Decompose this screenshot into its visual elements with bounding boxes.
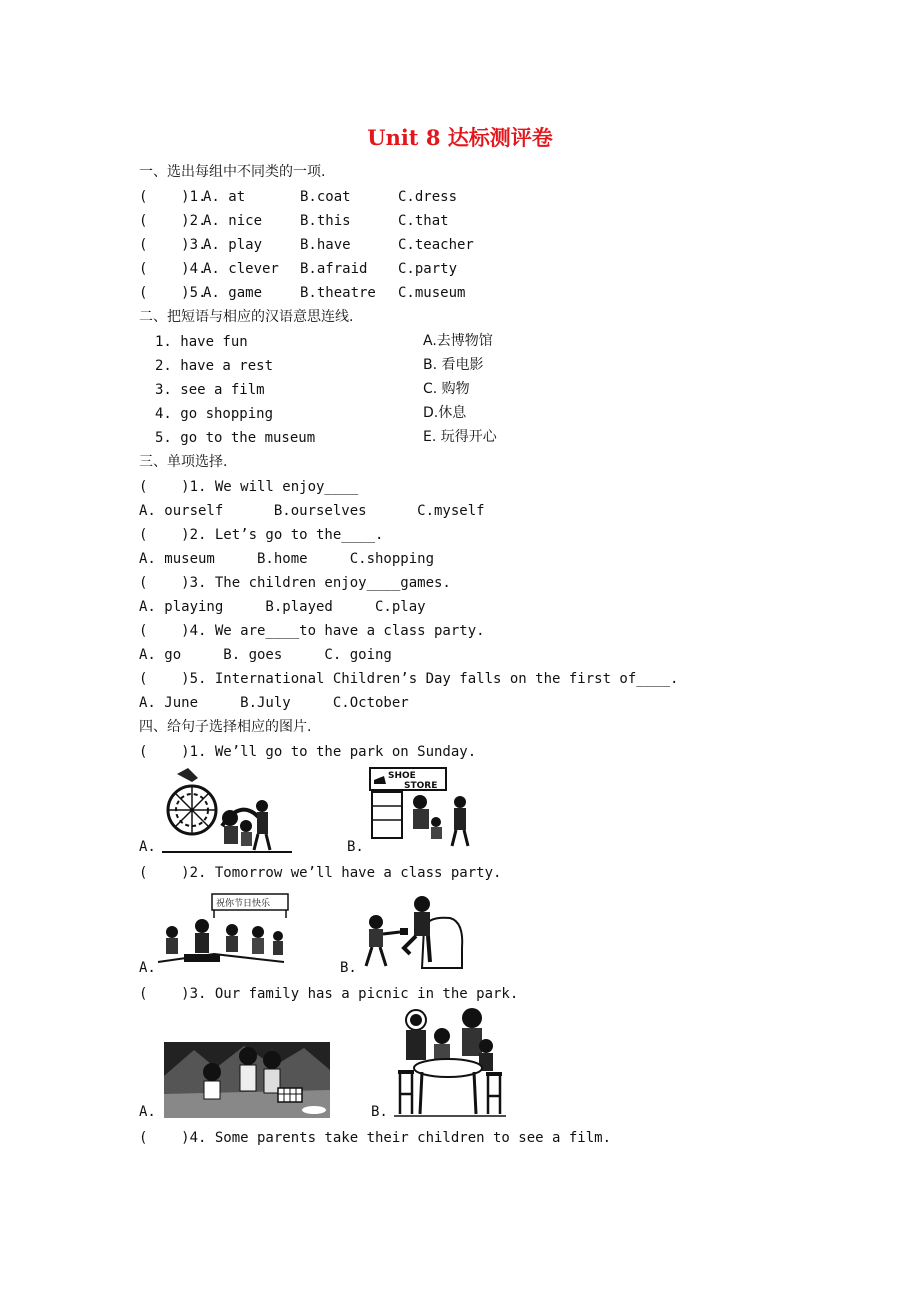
question-text: ( )1. We will enjoy____ [139,479,359,495]
option-b: B.afraid [300,261,368,277]
item-number: ( )1. [139,189,207,205]
item-number: ( )5. [139,285,207,301]
question-text: ( )2. Let’s go to the____. [139,527,384,543]
question-text: ( )4. Some parents take their children to see a film. [139,1130,612,1146]
item-number: ( )3. [139,237,207,253]
option-b: B.theatre [300,285,376,301]
phrase-left: 5. go to the museum [155,430,316,446]
option-a-label: A. [139,1104,156,1120]
question-text: ( )1. We’ll go to the park on Sunday. [139,744,477,760]
page-title: Unit 8 达标测评卷 [367,125,553,150]
phrase-right: C. 购物 [423,381,470,397]
item-number: ( )2. [139,213,207,229]
part4-heading: 四、给句子选择相应的图片. [139,719,312,735]
option-b-label: B. [371,1104,388,1120]
phrase-left: 3. see a film [155,382,265,398]
family-picnic-image [164,1042,330,1118]
option-c: C.that [398,213,449,229]
question-text: ( )4. We are____to have a class party. [139,623,485,639]
family-dinner-image [392,1006,508,1118]
question-options: A. June B.July C.October [139,695,409,711]
option-a: A. nice [203,213,263,229]
phrase-right: E. 玩得开心 [423,429,497,445]
phrase-right: B. 看电影 [423,357,484,373]
option-b-label: B. [340,960,357,976]
phrase-left: 2. have a rest [155,358,274,374]
option-a-label: A. [139,960,156,976]
option-c: C.museum [398,285,466,301]
option-a: A. game [203,285,263,301]
option-c: C.teacher [398,237,474,253]
option-c: C.dress [398,189,458,205]
phrase-right: D.休息 [423,405,467,421]
part1-heading: 一、选出每组中不同类的一项. [139,164,326,180]
phrase-left: 4. go shopping [155,406,274,422]
class-party-image [154,892,290,970]
question-options: A. go B. goes C. going [139,647,392,663]
shoe-sign-line1: SHOE [388,771,416,781]
option-b-label: B. [347,839,364,855]
question-text: ( )2. Tomorrow we’ll have a class party. [139,865,502,881]
phrase-left: 1. have fun [155,334,248,350]
shoe-store-image [368,766,480,848]
option-b: B.coat [300,189,351,205]
party-banner-text: 祝你节日快乐 [216,899,271,909]
phrase-right: A.去博物馆 [423,333,493,349]
question-options: A. ourself B.ourselves C.myself [139,503,485,519]
option-a: A. play [203,237,263,253]
mother-and-child-image [358,888,468,972]
option-b: B.have [300,237,351,253]
part3-heading: 三、单项选择. [139,454,228,470]
option-b: B.this [300,213,351,229]
amusement-park-image [162,766,292,854]
option-c: C.party [398,261,458,277]
question-text: ( )3. The children enjoy____games. [139,575,451,591]
option-a-label: A. [139,839,156,855]
question-text: ( )3. Our family has a picnic in the park. [139,986,519,1002]
option-a: A. clever [203,261,279,277]
shoe-sign-line2: STORE [404,781,438,791]
item-number: ( )4. [139,261,207,277]
question-text: ( )5. International Children’s Day falls on the first of____. [139,671,679,687]
question-options: A. museum B.home C.shopping [139,551,435,567]
option-a: A. at [203,189,246,205]
question-options: A. playing B.played C.play [139,599,426,615]
part2-heading: 二、把短语与相应的汉语意思连线. [139,309,354,325]
